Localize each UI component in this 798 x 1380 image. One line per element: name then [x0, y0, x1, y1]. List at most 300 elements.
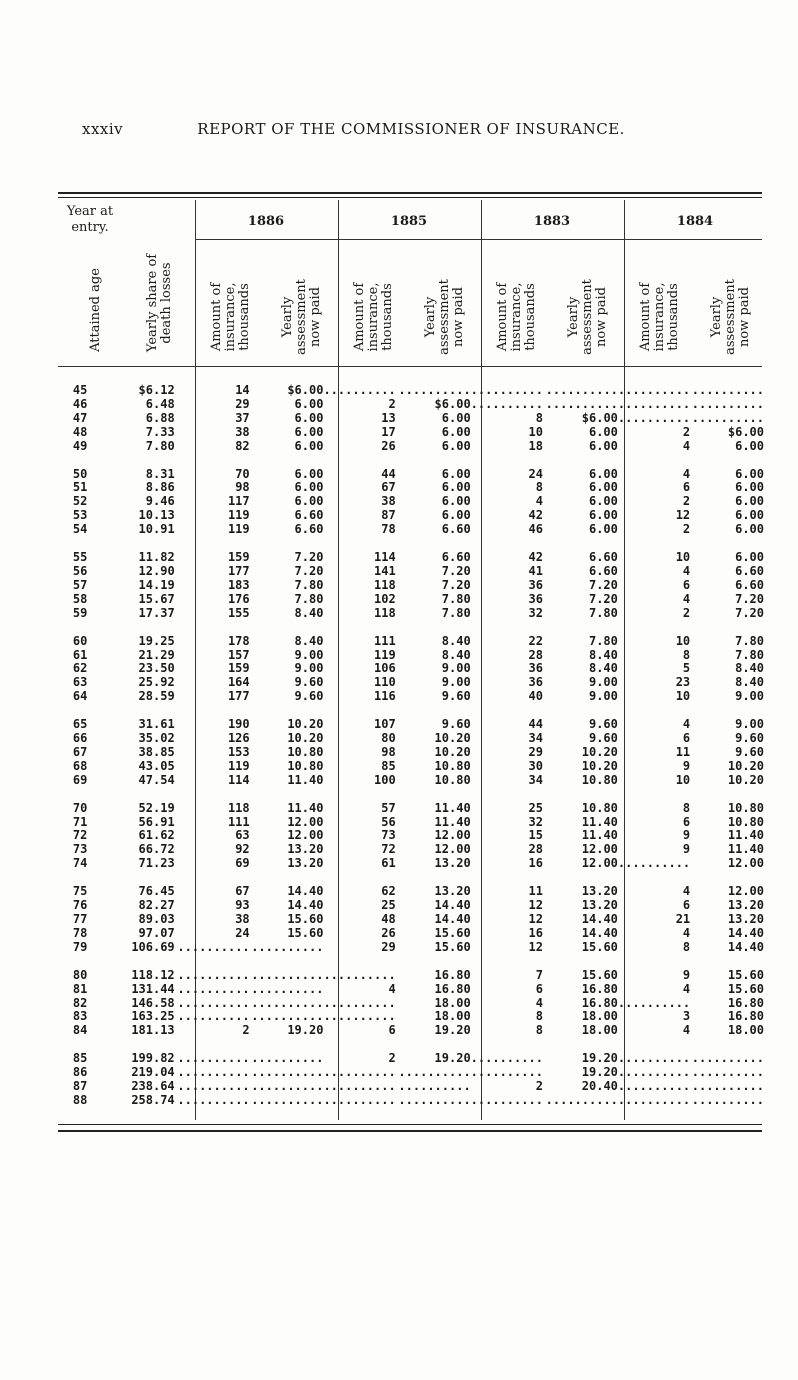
amount-1883-cell: 16: [528, 857, 543, 871]
amount-1884-cell: ..........: [617, 1093, 691, 1107]
assessment-1883-cell: 11.40: [581, 829, 618, 843]
yearly-share-cell: 15.67: [138, 592, 175, 606]
year-1884-label: 1884: [676, 214, 714, 229]
amount-1885-cell: ..........: [323, 1010, 396, 1024]
assessment-1883-cell: 9.00: [588, 676, 618, 690]
amount-1886-cell: 176: [227, 592, 250, 606]
amount-1883-cell: 4: [535, 996, 543, 1010]
amount-1884-cell: 3: [682, 1010, 691, 1024]
assessment-1883-cell: 10.80: [581, 773, 618, 787]
amount-1886-cell: 117: [227, 495, 250, 509]
assessment-1884-cell: 8.40: [735, 662, 764, 676]
assessment-1884-cell: ..........: [691, 1052, 764, 1066]
amount-1886-cell: ..........: [177, 1066, 250, 1080]
assessment-1885-cell: 19.20: [434, 1024, 471, 1038]
amount-1884-cell: ..........: [617, 411, 691, 425]
assessment-1886-cell: ..........: [251, 1010, 324, 1024]
assessment-1883-cell: 19.20: [581, 1066, 618, 1080]
assessment-1885-cell: 6.00: [441, 495, 471, 509]
yearly-share-cell: 43.05: [138, 759, 175, 773]
assessment-1885-cell: $6.00: [434, 397, 471, 411]
amount-1883-cell: 42: [528, 551, 543, 565]
assessment-1885-cell: 6.00: [441, 467, 471, 481]
assessment-1884-cell: 6.00: [735, 495, 764, 509]
amount-1884-cell: 8: [682, 940, 691, 954]
assessment-1886-cell: 12.00: [287, 815, 324, 829]
amount-1884-cell: 4: [682, 564, 691, 578]
yearly-share-cell: 61.62: [138, 829, 175, 843]
yearly-share-cell: 131.44: [131, 982, 175, 996]
assessment-1883-cell: 13.20: [581, 885, 618, 899]
col-header-amount-1886: Amount of insurance, thousands: [209, 282, 252, 352]
amount-1885-cell: 116: [374, 690, 396, 704]
assessment-1885-cell: 12.00: [434, 843, 471, 857]
amount-1883-cell: 12: [528, 899, 543, 913]
amount-1885-cell: 107: [374, 718, 396, 732]
assessment-1886-cell: $6.00: [287, 384, 324, 397]
table-row: [60, 565, 764, 579]
yearly-share-cell: 35.02: [138, 732, 175, 746]
assessment-1886-cell: 8.40: [294, 634, 324, 648]
table-row: [60, 829, 764, 843]
assessment-1886-cell: 13.20: [287, 857, 324, 871]
table-row: [60, 969, 764, 983]
table-row: [60, 690, 764, 704]
assessment-1884-cell: 14.40: [727, 926, 764, 940]
yearly-share-cell: 7.33: [145, 425, 175, 439]
amount-1885-cell: 62: [381, 885, 396, 899]
table-row: [60, 676, 764, 690]
assessment-1885-cell: 7.80: [441, 592, 471, 606]
amount-1884-cell: 9: [682, 829, 691, 843]
amount-1884-cell: 2: [682, 606, 691, 620]
amount-1885-cell: ..........: [323, 1066, 396, 1080]
year-1883-label: 1883: [533, 214, 571, 229]
assessment-1884-cell: 10.80: [727, 815, 764, 829]
amount-1886-cell: 24: [235, 926, 250, 940]
year-1885-label: 1885: [390, 214, 428, 229]
assessment-1886-cell: 9.00: [294, 648, 324, 662]
attained-age-cell: 50: [72, 467, 88, 481]
amount-1884-cell: 2: [682, 495, 691, 509]
amount-1884-cell: 23: [675, 676, 691, 690]
assessment-1886-cell: ..........: [251, 1080, 324, 1094]
page-header: [82, 120, 625, 138]
attained-age-cell: 56: [72, 564, 88, 578]
amount-1886-cell: ..........: [177, 982, 250, 996]
assessment-1884-cell: 13.20: [727, 899, 764, 913]
spacer-cell: [60, 788, 764, 802]
assessment-1885-cell: 19.20: [434, 1052, 471, 1066]
table-row: [60, 997, 764, 1011]
amount-1886-cell: 153: [227, 745, 250, 759]
amount-1886-cell: ..........: [177, 940, 250, 954]
amount-1885-cell: 57: [381, 801, 396, 815]
group-spacer: [60, 704, 764, 718]
assessment-1886-cell: 11.40: [287, 801, 324, 815]
assessment-1885-cell: 18.00: [434, 996, 471, 1010]
bottom-rule: [58, 1130, 762, 1132]
amount-1883-cell: 7: [535, 968, 543, 982]
assessment-1883-cell: 10.20: [581, 759, 618, 773]
table-row: [60, 607, 764, 621]
table-row: [60, 509, 764, 523]
col-header-assessment-1886: Yearly assessment now paid: [280, 279, 323, 355]
attained-age-cell: 65: [72, 718, 88, 732]
amount-1885-cell: ..........: [323, 968, 396, 982]
amount-1883-cell: ..........: [470, 397, 543, 411]
assessment-1885-cell: 13.20: [434, 857, 471, 871]
amount-1885-cell: 118: [374, 578, 396, 592]
assessment-1885-cell: ..........: [398, 1066, 471, 1080]
assessment-1884-cell: 9.00: [735, 690, 764, 704]
attained-age-cell: 77: [72, 913, 88, 926]
assessment-1885-cell: 16.80: [434, 968, 471, 982]
amount-1884-cell: 21: [675, 913, 691, 926]
amount-1886-cell: 190: [227, 718, 250, 732]
amount-1886-cell: 69: [235, 857, 250, 871]
amount-1886-cell: 111: [227, 815, 250, 829]
attained-age-cell: 87: [72, 1080, 88, 1094]
assessment-1885-cell: 6.00: [441, 509, 471, 523]
table-row: [60, 774, 764, 788]
yearly-share-cell: 106.69: [131, 940, 175, 954]
group-spacer: [60, 454, 764, 468]
assessment-1883-cell: 13.20: [581, 899, 618, 913]
assessment-1885-cell: 15.60: [434, 926, 471, 940]
yearly-share-cell: 23.50: [138, 662, 175, 676]
attained-age-cell: 55: [72, 551, 88, 565]
yearly-share-cell: 181.13: [131, 1024, 175, 1038]
assessment-1885-cell: 18.00: [434, 1010, 471, 1024]
assessment-1883-cell: 19.20: [581, 1052, 618, 1066]
assessment-1883-cell: 6.00: [588, 523, 618, 537]
amount-1884-cell: 6: [682, 732, 691, 746]
table-row: [60, 551, 764, 565]
yearly-share-cell: 258.74: [131, 1093, 175, 1107]
table-row: [60, 426, 764, 440]
attained-age-cell: 59: [72, 606, 88, 620]
group-spacer: [60, 871, 764, 885]
yearly-share-cell: 89.03: [138, 913, 175, 926]
assessment-1884-cell: 15.60: [727, 968, 764, 982]
assessment-1886-cell: 7.20: [294, 564, 324, 578]
amount-1884-cell: ..........: [617, 384, 691, 397]
assessment-1885-cell: 16.80: [434, 982, 471, 996]
amount-1885-cell: 29: [381, 940, 396, 954]
table-row: [60, 857, 764, 871]
table-row: [60, 816, 764, 830]
assessment-1884-cell: ..........: [691, 384, 764, 397]
assessment-1884-cell: 7.20: [735, 592, 764, 606]
amount-1885-cell: 106: [374, 662, 396, 676]
amount-1884-cell: ..........: [617, 857, 691, 871]
amount-1886-cell: 38: [235, 913, 250, 926]
assessment-1883-cell: 15.60: [581, 940, 618, 954]
assessment-1884-cell: 9.00: [735, 718, 764, 732]
amount-1883-cell: 28: [528, 843, 543, 857]
table-row: [60, 732, 764, 746]
amount-1885-cell: 25: [381, 899, 396, 913]
amount-1886-cell: 67: [235, 885, 250, 899]
yearly-share-cell: 11.82: [138, 551, 175, 565]
amount-1883-cell: 8: [535, 411, 543, 425]
amount-1883-cell: 34: [528, 732, 543, 746]
table-row: [60, 760, 764, 774]
group-spacer: [60, 955, 764, 969]
assessment-1883-cell: 6.00: [588, 481, 618, 495]
assessment-1883-cell: 15.60: [581, 968, 618, 982]
col-header-assessment-1884: Yearly assessment now paid: [709, 279, 752, 355]
yearly-share-cell: 146.58: [131, 996, 175, 1010]
assessment-1886-cell: 6.00: [294, 467, 324, 481]
assessment-1884-cell: 9.60: [735, 732, 764, 746]
assessment-1885-cell: 6.60: [441, 523, 471, 537]
amount-1885-cell: 141: [374, 564, 396, 578]
assessment-1883-cell: ..........: [545, 397, 618, 411]
assessment-1885-cell: 8.40: [441, 634, 471, 648]
assessment-1883-cell: 6.00: [588, 467, 618, 481]
yearly-share-cell: 118.12: [131, 968, 175, 982]
spacer-cell: [60, 955, 764, 969]
table-row: [60, 662, 764, 676]
amount-1883-cell: 46: [528, 523, 543, 537]
attained-age-cell: 76: [72, 899, 88, 913]
amount-1883-cell: ..........: [470, 384, 543, 397]
yearly-share-cell: 97.07: [138, 926, 175, 940]
attained-age-cell: 78: [72, 926, 88, 940]
assessment-1884-cell: 12.00: [727, 885, 764, 899]
yearly-share-cell: 38.85: [138, 745, 175, 759]
yearly-share-cell: 47.54: [138, 773, 175, 787]
amount-1886-cell: 70: [235, 467, 250, 481]
amount-1885-cell: 102: [374, 592, 396, 606]
yearly-share-cell: 66.72: [138, 843, 175, 857]
amount-1884-cell: 4: [682, 592, 691, 606]
amount-1886-cell: 63: [235, 829, 250, 843]
col-header-yearly-share: Yearly share of death losses: [145, 253, 174, 353]
yearly-share-cell: 56.91: [138, 815, 175, 829]
attained-age-cell: 52: [72, 495, 88, 509]
assessment-1885-cell: 15.60: [434, 940, 471, 954]
assessment-1883-cell: 18.00: [581, 1010, 618, 1024]
spacer-cell: [60, 704, 764, 718]
assessment-1885-cell: ..........: [398, 384, 471, 397]
attained-age-cell: 83: [72, 1010, 88, 1024]
assessment-1883-cell: 6.00: [588, 495, 618, 509]
amount-1886-cell: 14: [235, 384, 250, 397]
group-spacer: [60, 621, 764, 635]
assessment-1885-cell: 7.80: [441, 606, 471, 620]
attained-age-cell: 72: [72, 829, 88, 843]
amount-1886-cell: 155: [227, 606, 250, 620]
table-row: [60, 1080, 764, 1094]
table-row: [60, 1024, 764, 1038]
amount-1886-cell: 37: [235, 411, 250, 425]
assessment-1886-cell: 15.60: [287, 926, 324, 940]
assessment-1883-cell: 9.60: [588, 732, 618, 746]
yearly-share-cell: 163.25: [131, 1010, 175, 1024]
assessment-1886-cell: 6.60: [294, 509, 324, 523]
table-row: [60, 579, 764, 593]
assessment-1884-cell: 14.40: [727, 940, 764, 954]
insurance-table: [60, 384, 764, 1108]
amount-1884-cell: 4: [682, 439, 691, 453]
assessment-1886-cell: 6.00: [294, 439, 324, 453]
amount-1886-cell: 29: [235, 397, 250, 411]
amount-1883-cell: 36: [528, 578, 543, 592]
spacer-cell: [60, 621, 764, 635]
assessment-1883-cell: ..........: [545, 1093, 618, 1107]
amount-1883-cell: 32: [528, 815, 543, 829]
assessment-1884-cell: $6.00: [727, 425, 764, 439]
table-row: [60, 440, 764, 454]
assessment-1884-cell: 10.20: [727, 773, 764, 787]
assessment-1883-cell: 14.40: [581, 926, 618, 940]
assessment-1885-cell: 12.00: [434, 829, 471, 843]
assessment-1883-cell: 12.00: [581, 857, 618, 871]
amount-1884-cell: 10: [675, 551, 691, 565]
assessment-1883-cell: 6.00: [588, 439, 618, 453]
yearly-share-cell: 21.29: [138, 648, 175, 662]
table-row: [60, 1052, 764, 1066]
amount-1885-cell: 48: [381, 913, 396, 926]
amount-1884-cell: 2: [682, 425, 691, 439]
amount-1885-cell: ..........: [323, 996, 396, 1010]
amount-1884-cell: 4: [682, 1024, 691, 1038]
amount-1884-cell: 8: [682, 801, 691, 815]
attained-age-cell: 48: [72, 425, 88, 439]
amount-1883-cell: 12: [528, 913, 543, 926]
attained-age-cell: 49: [72, 439, 88, 453]
amount-1883-cell: 29: [528, 745, 543, 759]
attained-age-cell: 79: [72, 940, 88, 954]
assessment-1886-cell: 9.60: [294, 676, 324, 690]
col-header-assessment-1885: Yearly assessment now paid: [423, 279, 466, 355]
col-header-amount-1885: Amount of insurance, thousands: [352, 282, 395, 352]
spacer-cell: [60, 537, 764, 551]
assessment-1886-cell: ..........: [251, 982, 324, 996]
amount-1885-cell: 80: [381, 732, 396, 746]
attained-age-cell: 84: [72, 1024, 88, 1038]
amount-1883-cell: 36: [528, 662, 543, 676]
amount-1885-cell: 67: [381, 481, 396, 495]
col-header-amount-1884: Amount of insurance, thousands: [638, 282, 681, 352]
amount-1883-cell: 34: [528, 773, 543, 787]
amount-1883-cell: ..........: [470, 1052, 543, 1066]
attained-age-cell: 66: [72, 732, 88, 746]
assessment-1886-cell: ..........: [251, 996, 324, 1010]
assessment-1884-cell: 11.40: [727, 829, 764, 843]
amount-1886-cell: 93: [235, 899, 250, 913]
assessment-1886-cell: 8.40: [294, 606, 324, 620]
assessment-1883-cell: 16.80: [581, 996, 618, 1010]
col-header-amount-1883: Amount of insurance, thousands: [495, 282, 538, 352]
amount-1886-cell: 164: [227, 676, 250, 690]
assessment-1884-cell: 6.00: [735, 523, 764, 537]
attained-age-cell: 53: [72, 509, 88, 523]
assessment-1884-cell: 18.00: [727, 1024, 764, 1038]
assessment-1885-cell: 9.00: [441, 662, 471, 676]
amount-1883-cell: ..........: [470, 1093, 543, 1107]
attained-age-cell: 81: [72, 982, 88, 996]
assessment-1885-cell: 9.60: [441, 718, 471, 732]
assessment-1886-cell: 10.20: [287, 732, 324, 746]
assessment-1884-cell: 6.00: [735, 551, 764, 565]
amount-1885-cell: ..........: [323, 384, 396, 397]
amount-1886-cell: 119: [227, 523, 250, 537]
table-row: [60, 468, 764, 482]
assessment-1885-cell: 11.40: [434, 801, 471, 815]
assessment-1886-cell: 6.00: [294, 411, 324, 425]
amount-1886-cell: ..........: [177, 1093, 250, 1107]
table-row: [60, 899, 764, 913]
table-row: [60, 1010, 764, 1024]
table-row: [60, 398, 764, 412]
amount-1886-cell: 159: [227, 551, 250, 565]
amount-1886-cell: 183: [227, 578, 250, 592]
amount-1886-cell: ..........: [177, 1010, 250, 1024]
yearly-share-cell: 14.19: [138, 578, 175, 592]
amount-1885-cell: ..........: [323, 1080, 396, 1094]
attained-age-cell: 64: [72, 690, 88, 704]
assessment-1884-cell: 7.20: [735, 606, 764, 620]
year-at-entry-label: Year at entry.: [66, 204, 114, 235]
amount-1883-cell: 16: [528, 926, 543, 940]
amount-1886-cell: 178: [227, 634, 250, 648]
amount-1883-cell: 12: [528, 940, 543, 954]
amount-1886-cell: 114: [227, 773, 250, 787]
attained-age-cell: 61: [72, 648, 88, 662]
amount-1886-cell: 118: [227, 801, 250, 815]
assessment-1885-cell: 6.00: [441, 439, 471, 453]
yearly-share-cell: 17.37: [138, 606, 175, 620]
assessment-1884-cell: 8.40: [735, 676, 764, 690]
assessment-1884-cell: 16.80: [727, 1010, 764, 1024]
attained-age-cell: 68: [72, 759, 88, 773]
amount-1884-cell: 6: [682, 899, 691, 913]
amount-1885-cell: 100: [374, 773, 396, 787]
amount-1886-cell: 126: [227, 732, 250, 746]
yearly-share-cell: 6.88: [145, 411, 175, 425]
attained-age-cell: 73: [72, 843, 88, 857]
amount-1886-cell: 98: [235, 481, 250, 495]
amount-1885-cell: 110: [374, 676, 396, 690]
assessment-1883-cell: 20.40: [581, 1080, 618, 1094]
amount-1886-cell: 177: [227, 564, 250, 578]
yearly-share-cell: 8.86: [145, 481, 175, 495]
col-header-assessment-1883: Yearly assessment now paid: [566, 279, 609, 355]
assessment-1884-cell: 6.00: [735, 509, 764, 523]
amount-1886-cell: ..........: [177, 996, 250, 1010]
table-row: [60, 481, 764, 495]
amount-1884-cell: 4: [682, 982, 691, 996]
amount-1883-cell: 8: [535, 1010, 543, 1024]
assessment-1883-cell: 7.20: [588, 578, 618, 592]
attained-age-cell: 74: [72, 857, 88, 871]
amount-1885-cell: 73: [381, 829, 396, 843]
assessment-1884-cell: 7.80: [735, 634, 764, 648]
assessment-1886-cell: 10.80: [287, 759, 324, 773]
assessment-1885-cell: 13.20: [434, 885, 471, 899]
assessment-1884-cell: ..........: [691, 1080, 764, 1094]
assessment-1885-cell: 6.00: [441, 425, 471, 439]
amount-1883-cell: 18: [528, 439, 543, 453]
amount-1885-cell: 56: [381, 815, 396, 829]
amount-1883-cell: 2: [535, 1080, 543, 1094]
table-row: [60, 843, 764, 857]
amount-1885-cell: ..........: [323, 1093, 396, 1107]
